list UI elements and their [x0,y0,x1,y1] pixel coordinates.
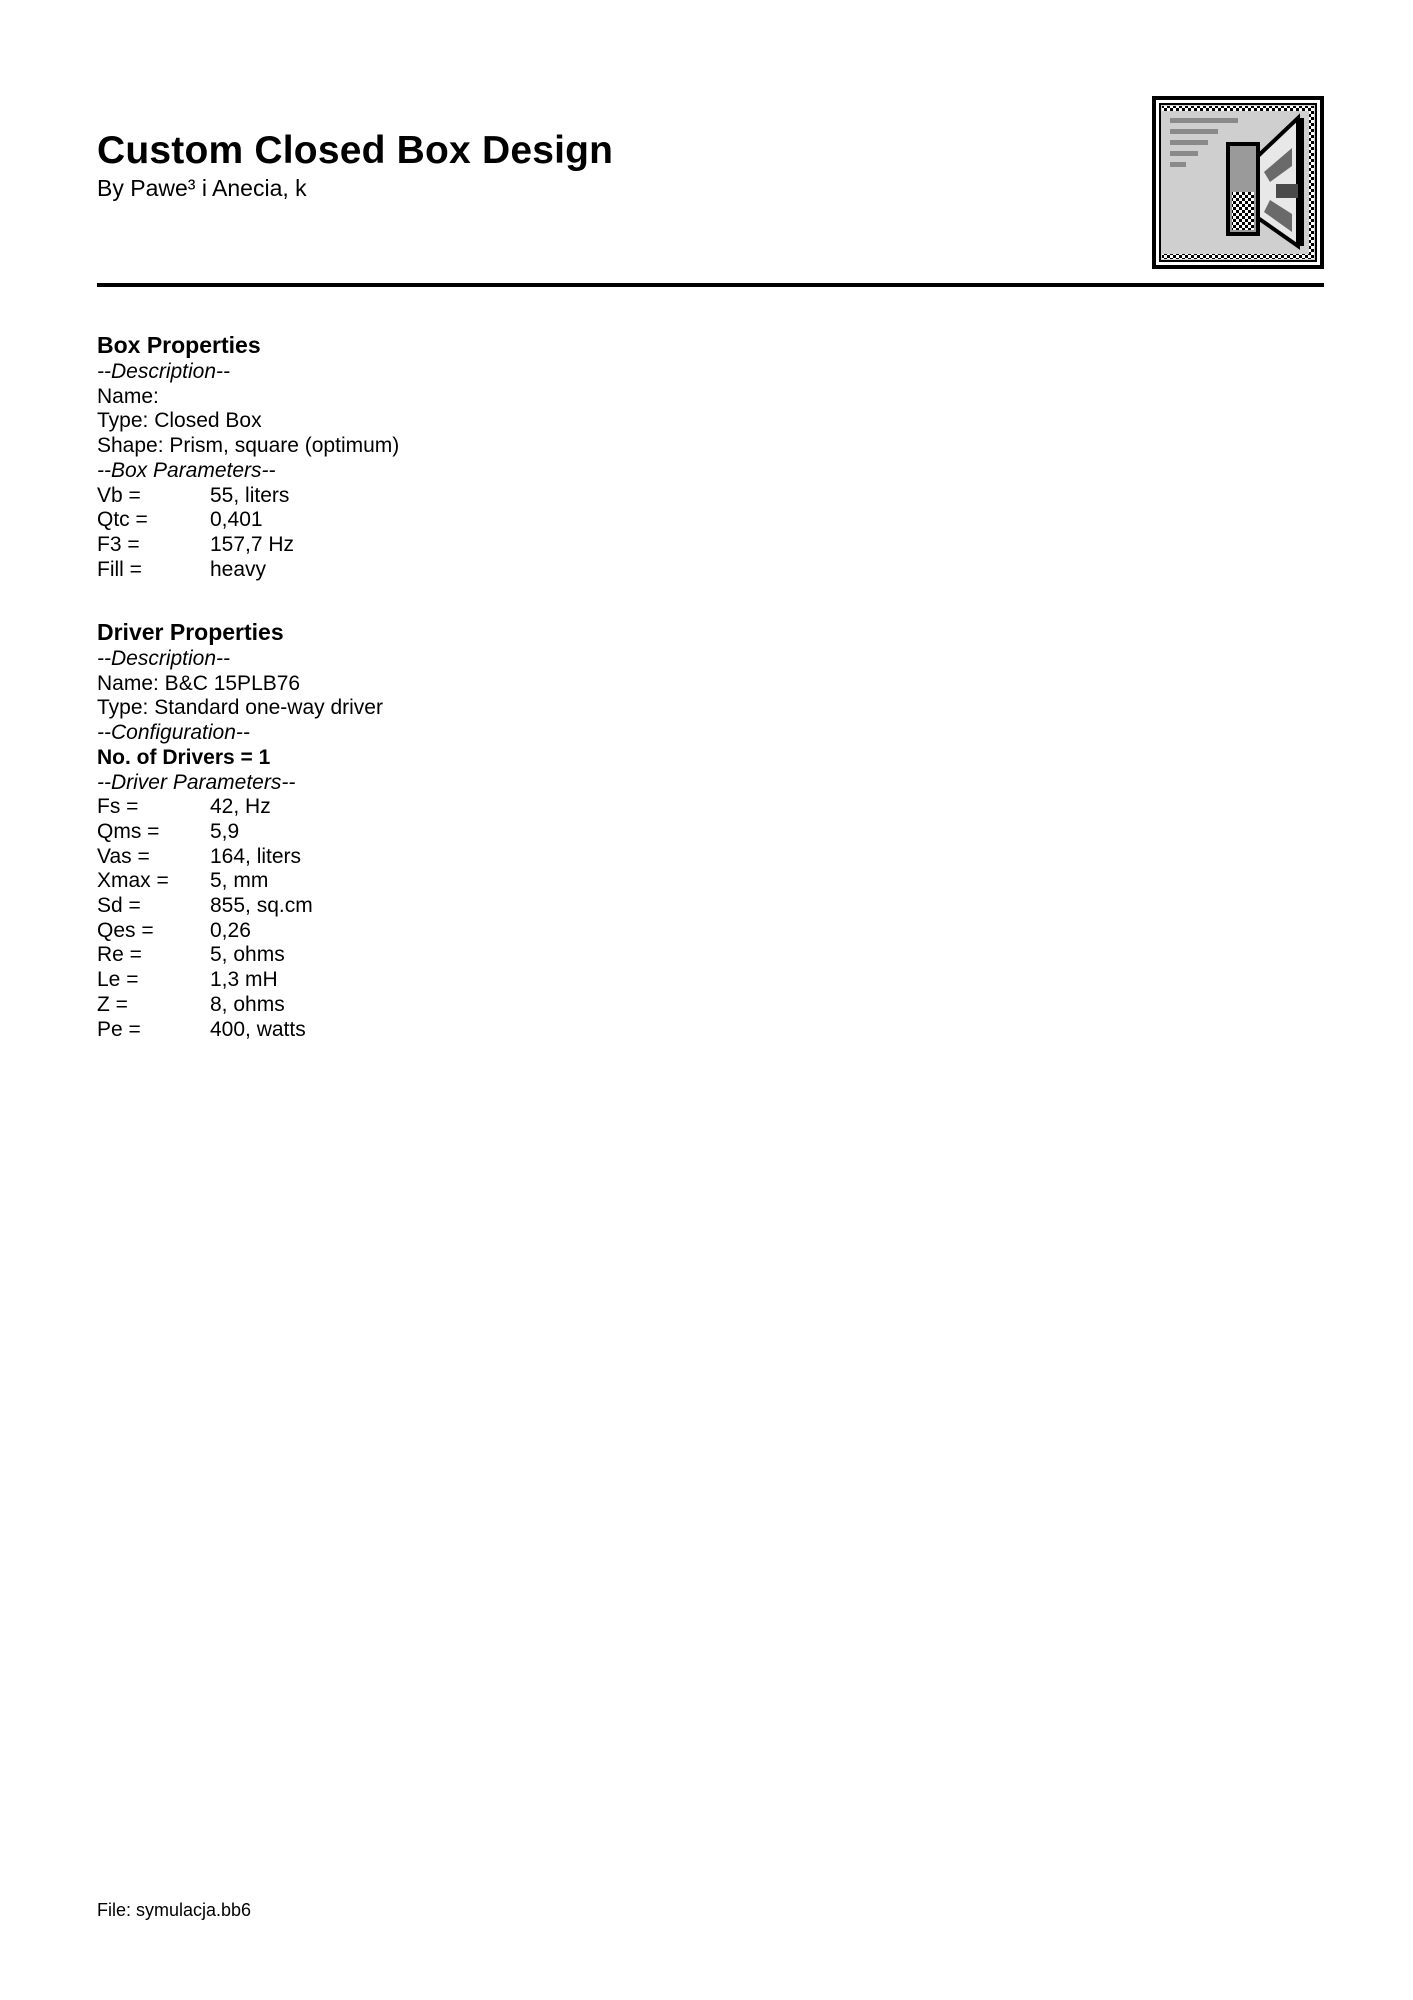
driver-param-row [97,820,383,845]
param-key: Pe = [97,1017,141,1041]
driver-configuration-label: --Configuration-- [97,721,250,745]
param-value: 157,7 Hz [210,532,295,556]
driver-count: No. of Drivers = 1 [97,745,271,769]
driver-param-row [97,968,383,993]
driver-name: Name: B&C 15PLB76 [97,671,301,695]
param-value: 1,3 mH [210,968,278,992]
driver-param-row [97,894,383,919]
param-value: 0,26 [210,918,251,942]
box-properties-section [97,330,399,582]
driver-properties-heading: Driver Properties [97,619,284,645]
param-key: Fs = [97,795,139,819]
header-divider [97,283,1324,287]
box-name: Name: [97,384,159,408]
param-value: 42, Hz [210,795,271,819]
param-key: Qms = [97,819,160,843]
driver-param-row [97,919,383,944]
driver-param-row [97,943,383,968]
box-param-row [97,484,399,509]
param-key: Xmax = [97,869,169,893]
speaker-box-icon [1152,96,1324,269]
driver-type: Type: Standard one-way driver [97,696,383,720]
driver-param-row [97,795,383,820]
param-value: 8, ohms [210,992,285,1016]
param-key: Re = [97,943,142,967]
box-param-row [97,508,399,533]
box-parameters-label: --Box Parameters-- [97,458,276,482]
box-param-row [97,533,399,558]
param-key: F3 = [97,532,140,556]
param-key: Vas = [97,844,150,868]
page-title: Custom Closed Box Design [97,129,614,172]
driver-description-label: --Description-- [97,647,231,670]
box-type: Type: Closed Box [97,409,262,433]
param-key: Z = [97,992,128,1016]
file-footer: File: symulacja.bb6 [97,1900,252,1920]
param-value: 55, liters [210,483,290,507]
param-value: 164, liters [210,844,302,868]
driver-param-row [97,869,383,894]
param-value: 5, mm [210,869,269,893]
param-value: 855, sq.cm [210,894,313,918]
driver-param-row [97,993,383,1018]
param-value: 5,9 [210,819,240,843]
box-param-row [97,558,399,583]
param-value: 5, ohms [210,943,285,967]
param-value: 0,401 [210,508,263,532]
param-key: Le = [97,968,139,992]
param-key: Sd = [97,894,141,918]
driver-param-row [97,845,383,870]
param-key: Vb = [97,483,141,507]
driver-parameters-label: --Driver Parameters-- [97,770,296,794]
box-properties-heading: Box Properties [97,332,261,358]
param-key: Qes = [97,918,154,942]
driver-properties-section [97,617,383,1042]
param-value: 400, watts [210,1017,306,1041]
box-description-label: --Description-- [97,360,231,383]
box-shape: Shape: Prism, square (optimum) [97,434,400,458]
param-key: Qtc = [97,508,148,532]
driver-param-row [97,1018,383,1043]
page-subtitle: By Pawe³ i Anecia, k [97,175,307,201]
param-key: Fill = [97,557,142,581]
param-value: heavy [210,557,267,581]
